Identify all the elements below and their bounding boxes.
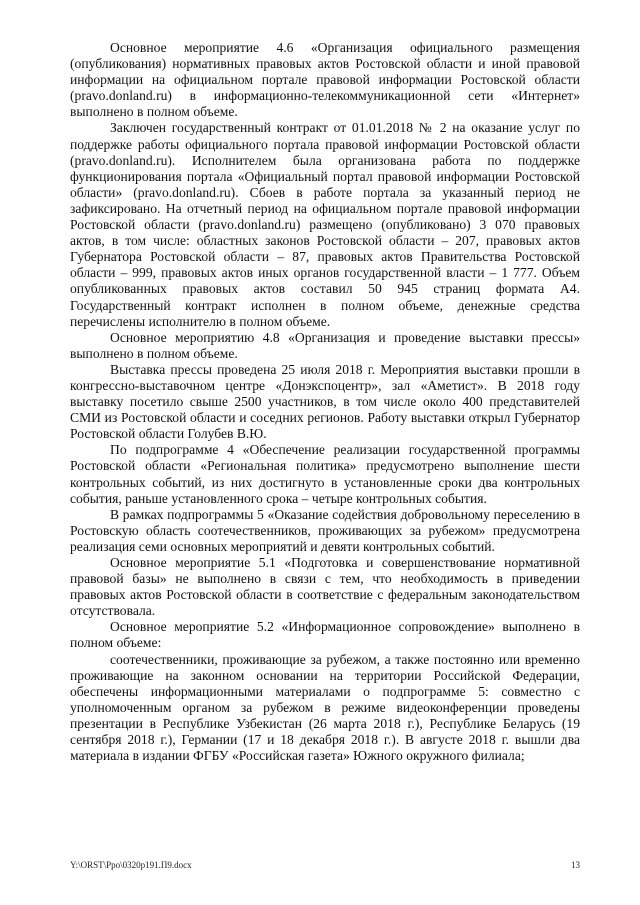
paragraph-5-1: Основное мероприятие 5.1 «Подготовка и совершенствование нормативной правовой базы» не выполнено в связи с тем, что необходимость в приведении правовых актов Ростовской области в соответствие с федеральным законодательством отсутствовала. [70, 555, 580, 619]
paragraph-compatriots: соотечественники, проживающие за рубежом, а также постоянно или временно проживающие на законном основании на территории Российской Федерации, обеспечены информационными материалами о подпрограмме 5: совместно с уполномоченным органом за рубежом в режиме видеоконференции проведены презентации в Республике Узбекистан (26 марта 2018 г.), Республике Беларусь (19 сентября 2018 г.), Германии (17 и 18 декабря 2018 г.). В августе 2018 г. вышли два материала в издании ФГБУ «Российская газета» Южного окружного филиала; [70, 651, 580, 764]
paragraph-5-2: Основное мероприятие 5.2 «Информационное сопровождение» выполнено в полном объеме: [70, 619, 580, 651]
paragraph-subprogram-5: В рамках подпрограммы 5 «Оказание содействия добровольному переселению в Ростовскую область соотечественников, проживающих за рубежом» предусмотрена реализация семи основных мероприятий и девяти контрольных событий. [70, 506, 580, 554]
file-path: Y:\ORST\Ppo\0320p191.П9.docx [70, 860, 192, 870]
paragraph-contract: Заключен государственный контракт от 01.01.2018 № 2 на оказание услуг по поддержке работы официального портала правовой информации Ростовской области (pravo.donland.ru). Исполнителем была организована работа по поддержке функционирования портала «Официальный портал правовой информации Ростовской области» (pravo.donland.ru). Сбоев в работе портала за указанный период не зафиксировано. На отчетный период на официальном портале правовой информации Ростовской области (pravo.donland.ru) размещено (опубликовано) 3 070 правовых актов, в том числе: областных законов Ростовской области – 207, правовых актов Губернатора Ростовской области – 87, правовых актов Правительства Ростовской области – 999, правовых актов иных органов государственной власти – 1 777. Объем опубликованных правовых актов составил 50 945 страниц формата А4. Государственный контракт исполнен в полном объеме, денежные средства перечислены исполнителю в полном объеме. [70, 120, 580, 329]
paragraph-subprogram-4: По подпрограмме 4 «Обеспечение реализации государственной программы Ростовской области «Региональная политика» предусмотрено выполнение шести контрольных событий, из них достигнуто в установленные сроки два контрольных события, раньше установленного срока – четыре контрольных события. [70, 442, 580, 506]
paragraph-4-8: Основное мероприятию 4.8 «Организация и проведение выставки прессы» выполнено в полном объеме. [70, 329, 580, 361]
paragraph-4-6: Основное мероприятие 4.6 «Организация официального размещения (опубликования) нормативных правовых актов Ростовской области и иной правовой информации на официальном портале правовой информации Ростовской области (pravo.donland.ru) в информационно-телекоммуникационной сети «Интернет» выполнено в полном объеме. [70, 40, 580, 120]
paragraph-press-exhibition: Выставка прессы проведена 25 июля 2018 г. Мероприятия выставки прошли в конгрессно-выставочном центре «Донэкспоцентр», зал «Аметист». В 2018 году выставку посетило свыше 2500 участников, в том числе около 400 представителей СМИ из Ростовской области и соседних регионов. Работу выставки открыл Губернатор Ростовской области Голубев В.Ю. [70, 361, 580, 442]
document-body [70, 40, 580, 764]
page-number: 13 [571, 860, 580, 870]
